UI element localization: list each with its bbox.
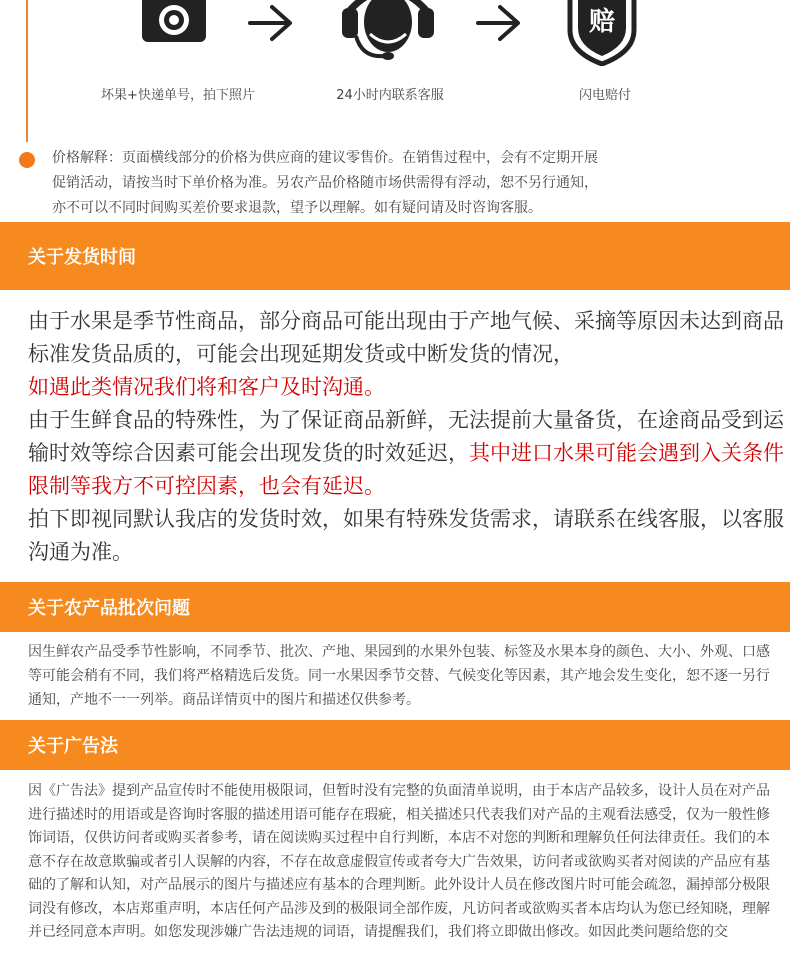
shipping-paragraph-1: 由于水果是季节性商品，部分商品可能出现由于产地气候、采摘等原因未达到商品标准发货品质的，可能会出现延期发货或中断发货的情况， <box>28 309 784 366</box>
batch-text: 因生鲜农产品受季节性影响，不同季节、批次、产地、果园到的水果外包装、标签及水果本身的颜色、大小、外观、口感等可能会稍有不同，我们将严格精选后发货。同一水果因季节交替、气候变化等因素，其产地会发生变化，恕不逐一另行通知，产地不一一列举。商品详情页中的图片和描述仅供参考。 <box>28 644 770 708</box>
arrow-right-icon <box>248 4 294 46</box>
section-title: 关于广告法 <box>28 736 118 757</box>
step-label-photo: 坏果+快递单号，拍下照片 <box>101 88 255 103</box>
shield-badge-text: 赔 <box>588 7 616 37</box>
compensation-shield-icon <box>566 0 638 70</box>
shipping-highlight-1: 如遇此类情况我们将和客户及时沟通。 <box>28 375 385 399</box>
headset-service-icon <box>340 0 436 70</box>
section-header-batch <box>0 582 790 632</box>
timeline-line <box>26 0 28 142</box>
price-explanation <box>52 146 752 221</box>
price-line: 价格解释：页面横线部分的价格为供应商的建议零售价。在销售过程中，会有不定期开展 <box>52 150 598 166</box>
section-title: 关于发货时间 <box>28 247 136 268</box>
step-label-contact: 24小时内联系客服 <box>336 88 444 103</box>
process-steps <box>0 0 790 140</box>
shipping-highlight-2: 其中进口水果可能会遇到入关条件限制等我方不可控因素，也会有延迟。 <box>28 441 784 498</box>
bullet-dot-icon <box>19 152 35 168</box>
price-line: 亦不可以不同时间购买差价要求退款，望予以理解。如有疑问请及时咨询客服。 <box>52 200 542 216</box>
section-title: 关于农产品批次问题 <box>28 598 190 619</box>
arrow-right-icon <box>476 4 522 46</box>
section-header-shipping <box>0 222 790 290</box>
step-label-compensate: 闪电赔付 <box>578 88 631 103</box>
price-line: 促销活动，请按当时下单价格为准。另农产品价格随市场供需得有浮动，恕不另行通知， <box>52 175 598 191</box>
shipping-content <box>28 305 788 569</box>
price-note <box>0 140 790 222</box>
shipping-paragraph-3: 拍下即视同默认我店的发货时效，如果有特殊发货需求，请联系在线客服，以客服沟通为准。 <box>28 507 784 564</box>
ad-law-text: 因《广告法》提到产品宣传时不能使用极限词，但暂时没有完整的负面清单说明，由于本店产品较多，设计人员在对产品进行描述时的用语或是咨询时客服的描述用语可能存在瑕疵，相关描述只代表我们对产品的主观看法感受，仅为一般性修饰词语，仅供访问者或购买者参考，请在阅读购买过程中自行判断，本店不对您的判断和理解负任何法律责任。我们的本意不存在故意欺骗或者引人误解的内容，不存在故意虚假宣传或者夸大广告效果，访问者或欲购买者对阅读的产品应有基础的了解和认知，对产品展示的图片与描述应有基本的合理判断。此外设计人员在修改图片时可能会疏忽，漏掉部分极限词没有修改，本店郑重声明，本店任何产品涉及到的极限词全部作废，凡访问者或欲购买者本店均认为您已经知晓，理解并已经同意本声明。如您发现涉嫌广告法违规的词语，请提醒我们，我们将立即做出修改。如因此类问题给您的交 <box>28 783 770 940</box>
camera-icon <box>128 0 220 56</box>
section-header-ad-law <box>0 720 790 770</box>
shipping-paragraph-2: 由于生鲜食品的特殊性，为了保证商品新鲜，无法提前大量备货，在途商品受到运输时效等综合因素可能会出现发货的时效延迟， <box>28 408 784 465</box>
